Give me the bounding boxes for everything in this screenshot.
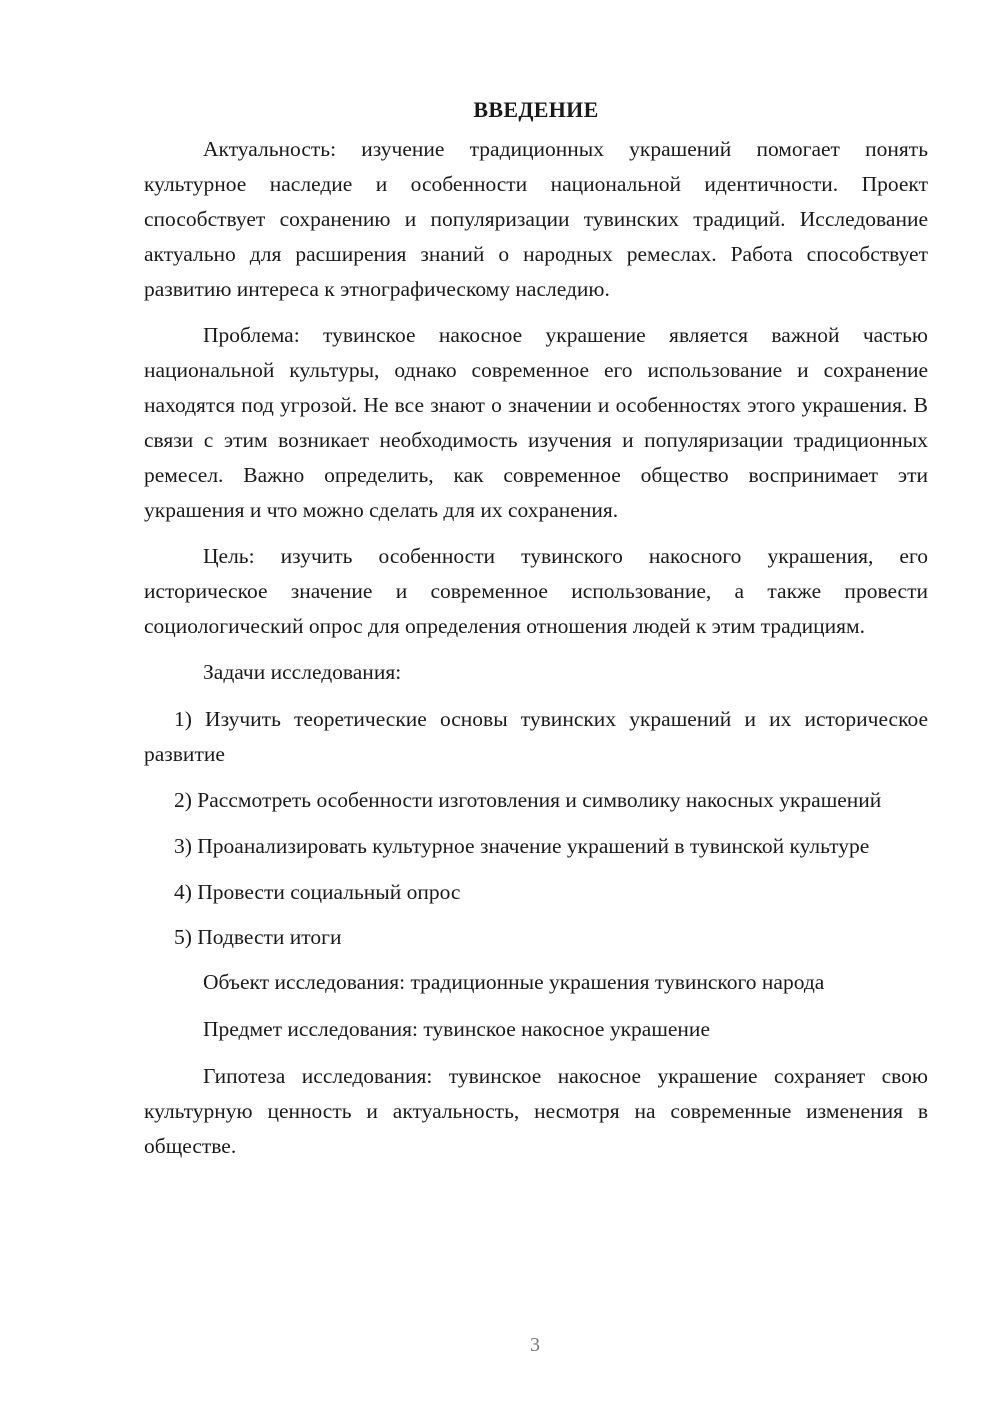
task-item-2: 2) Рассмотреть особенности изготовления и символику накосных украшений xyxy=(174,788,882,812)
hypothesis-paragraph: Гипотеза исследования: тувинское накосное украшение сохраняет свою культурную ценность и актуальность, несмотря на современные изменения в обществе. xyxy=(144,1064,928,1158)
document-page xyxy=(144,92,928,1175)
section-title: ВВЕДЕНИЕ xyxy=(473,97,599,122)
task-item-5: 5) Подвести итоги xyxy=(174,925,342,949)
problem-paragraph: Проблема: тувинское накосное украшение является важной частью национальной культуры, однако современное его использование и сохранение находятся под угрозой. Не все знают о значении и особенностях этого украшения. В связи с этим возникает необходимость изучения и популяризации традиционных ремесел. Важно определить, как современное общество воспринимает эти украшения и что можно сделать для их сохранения. xyxy=(144,323,928,522)
research-object: Объект исследования: традиционные украшения тувинского народа xyxy=(203,970,825,994)
page-number: 3 xyxy=(530,1334,540,1356)
research-subject: Предмет исследования: тувинское накосное украшение xyxy=(203,1017,710,1041)
task-item-3: 3) Проанализировать культурное значение украшений в тувинской культуре xyxy=(174,834,870,858)
task-item-1: 1) Изучить теоретические основы тувинских украшений и их историческое развитие xyxy=(144,707,928,766)
goal-paragraph: Цель: изучить особенности тувинского накосного украшения, его историческое значение и современное использование, а также провести социологический опрос для определения отношения людей к этим традициям. xyxy=(144,544,928,638)
tasks-heading: Задачи исследования: xyxy=(203,660,402,684)
task-item-4: 4) Провести социальный опрос xyxy=(174,880,461,904)
relevance-paragraph: Актуальность: изучение традиционных украшений помогает понять культурное наследие и особенности национальной идентичности. Проект способствует сохранению и популяризации тувинских традиций. Исследование актуально для расширения знаний о народных ремеслах. Работа способствует развитию интереса к этнографическому наследию. xyxy=(144,137,928,301)
